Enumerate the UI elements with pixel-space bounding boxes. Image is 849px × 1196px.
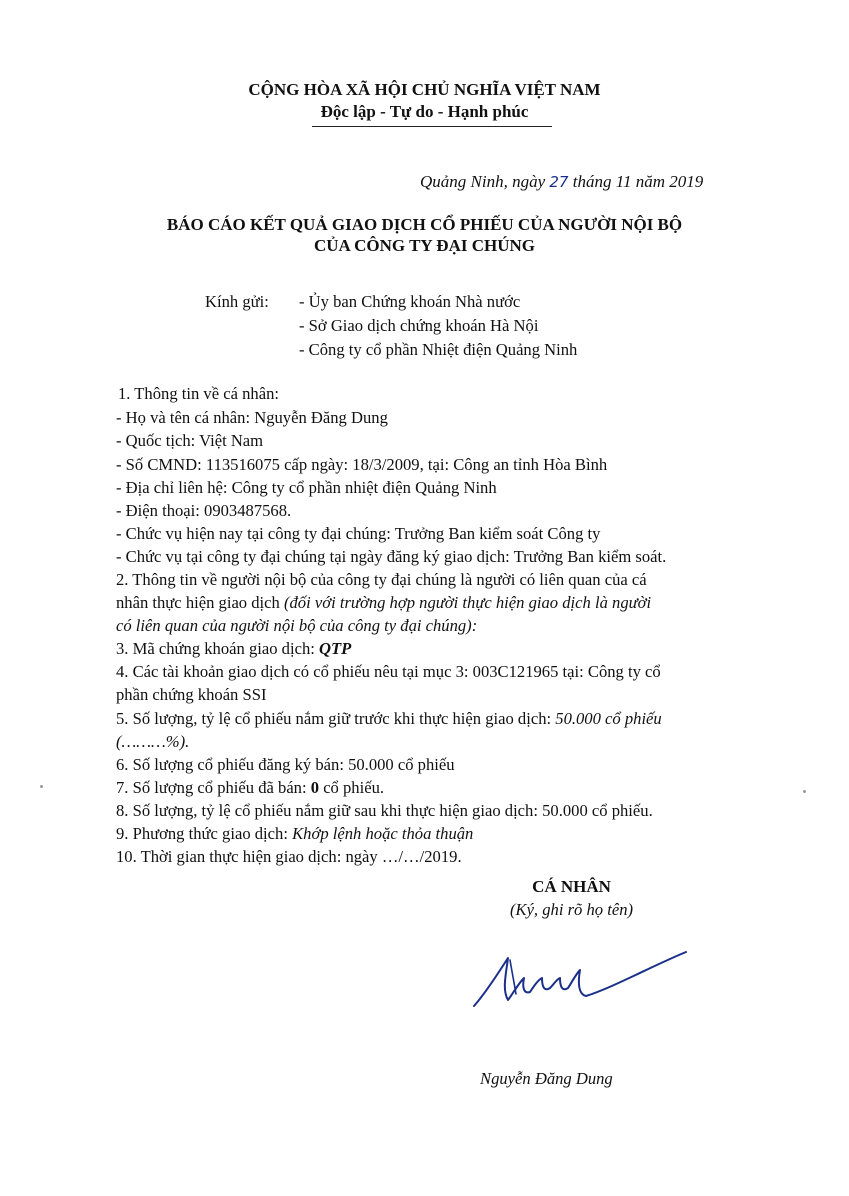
section2-line3: có liên quan của người nội bộ của công ty đại chúng): — [116, 616, 478, 635]
section5-value: 50.000 cổ phiếu — [555, 709, 662, 728]
section2-line2-italic: (đối với trường hợp người thực hiện giao dịch là người — [283, 593, 652, 612]
info-id-card: - Số CMND: 113516075 cấp ngày: 18/3/2009, tại: Công an tỉnh Hòa Bình — [116, 455, 608, 474]
section2-line2 — [116, 593, 651, 613]
section4-line2: phần chứng khoán SSI — [116, 685, 267, 704]
recipients-label: Kính gửi: — [205, 292, 269, 311]
handwritten-signature — [462, 948, 692, 1018]
section2-line2-plain: nhân thực hiện giao dịch — [116, 593, 284, 612]
report-title-line2: CỦA CÔNG TY ĐẠI CHÚNG — [313, 236, 536, 255]
date-day-handwritten: 27 — [549, 173, 569, 191]
signature-note: (Ký, ghi rõ họ tên) — [509, 900, 634, 919]
signature-title: CÁ NHÂN — [532, 877, 611, 896]
section9-label: 9. Phương thức giao dịch: — [116, 824, 293, 843]
section7-label: 7. Số lượng cổ phiếu đã bán: — [116, 778, 311, 797]
section9-line — [116, 824, 473, 844]
section4-line1: 4. Các tài khoản giao dịch có cổ phiếu nêu tại mục 3: 003C121965 tại: Công ty cổ — [116, 662, 661, 681]
section5-ratio: (………%). — [116, 732, 190, 751]
national-motto: Độc lập - Tự do - Hạnh phúc — [320, 102, 529, 121]
section10-line: 10. Thời gian thực hiện giao dịch: ngày …/…/2019. — [116, 847, 462, 866]
recipient-item: - Công ty cổ phần Nhiệt điện Quảng Ninh — [299, 340, 578, 359]
section9-value: Khớp lệnh hoặc thỏa thuận — [292, 824, 474, 843]
section2-line1: 2. Thông tin về người nội bộ của công ty đại chúng là người có liên quan của cá — [116, 570, 647, 589]
section5-line1 — [116, 709, 662, 729]
report-title-line1: BÁO CÁO KẾT QUẢ GIAO DỊCH CỔ PHIẾU CỦA NGƯỜI NỘI BỘ — [166, 215, 683, 234]
date-suffix: tháng 11 năm 2019 — [568, 172, 704, 191]
section7-line — [116, 778, 384, 798]
national-title: CỘNG HÒA XÃ HỘI CHỦ NGHĨA VIỆT NAM — [248, 80, 601, 99]
scan-speck — [803, 790, 806, 793]
section8-line: 8. Số lượng, tỷ lệ cổ phiếu nắm giữ sau khi thực hiện giao dịch: 50.000 cổ phiếu. — [116, 801, 653, 820]
info-phone: - Điện thoại: 0903487568. — [116, 501, 292, 520]
info-address: - Địa chỉ liên hệ: Công ty cổ phần nhiệt điện Quảng Ninh — [116, 478, 497, 497]
info-name: - Họ và tên cá nhân: Nguyễn Đăng Dung — [116, 408, 388, 427]
section7-suffix: cổ phiếu. — [319, 778, 385, 797]
section7-value: 0 — [310, 778, 320, 797]
recipient-item: - Sở Giao dịch chứng khoán Hà Nội — [299, 316, 539, 335]
date-prefix: Quảng Ninh, ngày — [420, 172, 550, 191]
info-nationality: - Quốc tịch: Việt Nam — [116, 431, 264, 450]
section1-heading: 1. Thông tin về cá nhân: — [118, 384, 279, 403]
info-position-at-registration: - Chức vụ tại công ty đại chúng tại ngày đăng ký giao dịch: Trưởng Ban kiểm soát. — [116, 547, 667, 566]
section3-label: 3. Mã chứng khoán giao dịch: — [116, 639, 320, 658]
scan-speck — [40, 785, 43, 788]
section3-line — [116, 639, 351, 659]
stock-code: QTP — [319, 639, 352, 658]
place-date-line — [420, 172, 703, 192]
info-current-position: - Chức vụ hiện nay tại công ty đại chúng: Trưởng Ban kiểm soát Công ty — [116, 524, 601, 543]
section5-label: 5. Số lượng, tỷ lệ cổ phiếu nắm giữ trước khi thực hiện giao dịch: — [116, 709, 556, 728]
signer-name: Nguyễn Đăng Dung — [480, 1069, 613, 1088]
motto-underline — [312, 126, 552, 127]
section6-line: 6. Số lượng cổ phiếu đăng ký bán: 50.000 cổ phiếu — [116, 755, 455, 774]
recipient-item: - Ủy ban Chứng khoán Nhà nước — [299, 292, 521, 311]
